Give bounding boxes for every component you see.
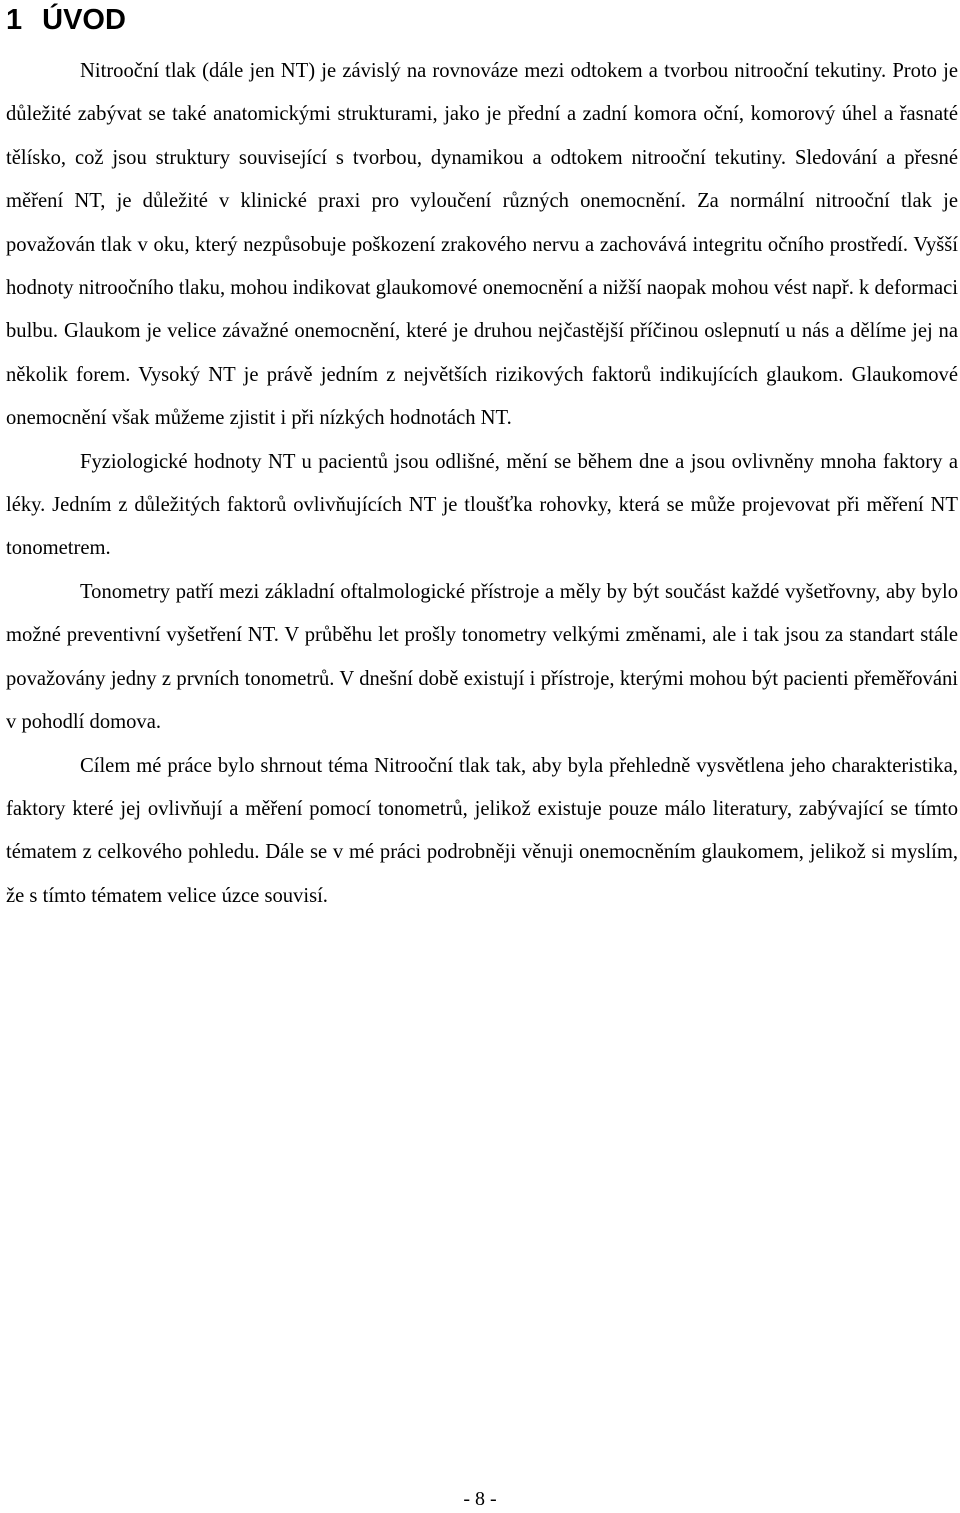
chapter-title: ÚVOD xyxy=(42,4,126,36)
page-number: - 8 - xyxy=(463,1488,497,1510)
paragraph-tonometers: Tonometry patří mezi základní oftalmologické přístroje a měly by být součást každé vyšetřovny, aby bylo možné preventivní vyšetření NT. V průběhu let prošly tonometry velkými změnami, ale i tak jsou za standart stále považovány jedny z prvních tonometrů. V dnešní době existují i přístroje, kterými mohou být pacienti přeměřováni v pohodlí domova. xyxy=(6,580,958,734)
paragraph-thesis-goal: Cílem mé práce bylo shrnout téma Nitrooční tlak tak, aby byla přehledně vysvětlena jeho charakteristika, faktory které jej ovlivňují a měření pomocí tonometrů, jelikož existuje pouze málo literatury, zabývající se tímto tématem z celkového pohledu. Dále se v mé práci podrobněji věnuji onemocněním glaukomem, jelikož si myslím, že s tímto tématem velice úzce souvisí. xyxy=(6,754,958,907)
paragraph-physiological-values: Fyziologické hodnoty NT u pacientů jsou odlišné, mění se během dne a jsou ovlivněny mnoha faktory a léky. Jedním z důležitých faktorů ovlivňujících NT je tloušťka rohovky, která se může projevovat při měření NT tonometrem. xyxy=(6,450,958,560)
chapter-number: 1 xyxy=(6,4,23,36)
paragraph-intraocular-pressure: Nitrooční tlak (dále jen NT) je závislý na rovnováze mezi odtokem a tvorbou nitrooční tekutiny. Proto je důležité zabývat se také anatomickými strukturami, jako je přední a zadní komora oční, komorový úhel a řasnaté tělísko, což jsou struktury související s tvorbou, dynamikou a odtokem nitrooční tekutiny. Sledování a přesné měření NT, je důležité v klinické praxi pro vyloučení různých onemocnění. Za normální nitrooční tlak je považován tlak v oku, který nezpůsobuje poškození zrakového nervu a zachovává integritu očního prostředí. Vyšší hodnoty nitroočního tlaku, mohou indikovat glaukomové onemocnění a nižší naopak mohou vést např. k deformaci bulbu. Glaukom je velice závažné onemocnění, které je druhou nejčastější příčinou oslepnutí u nás a dělíme jej na několik forem. Vysoký NT je právě jedním z největších rizikových faktorů indikujících glaukom. Glaukomové onemocnění však můžeme zjistit i při nízkých hodnotách NT. xyxy=(6,60,958,430)
body-text xyxy=(6,50,958,918)
chapter-heading xyxy=(6,0,126,40)
